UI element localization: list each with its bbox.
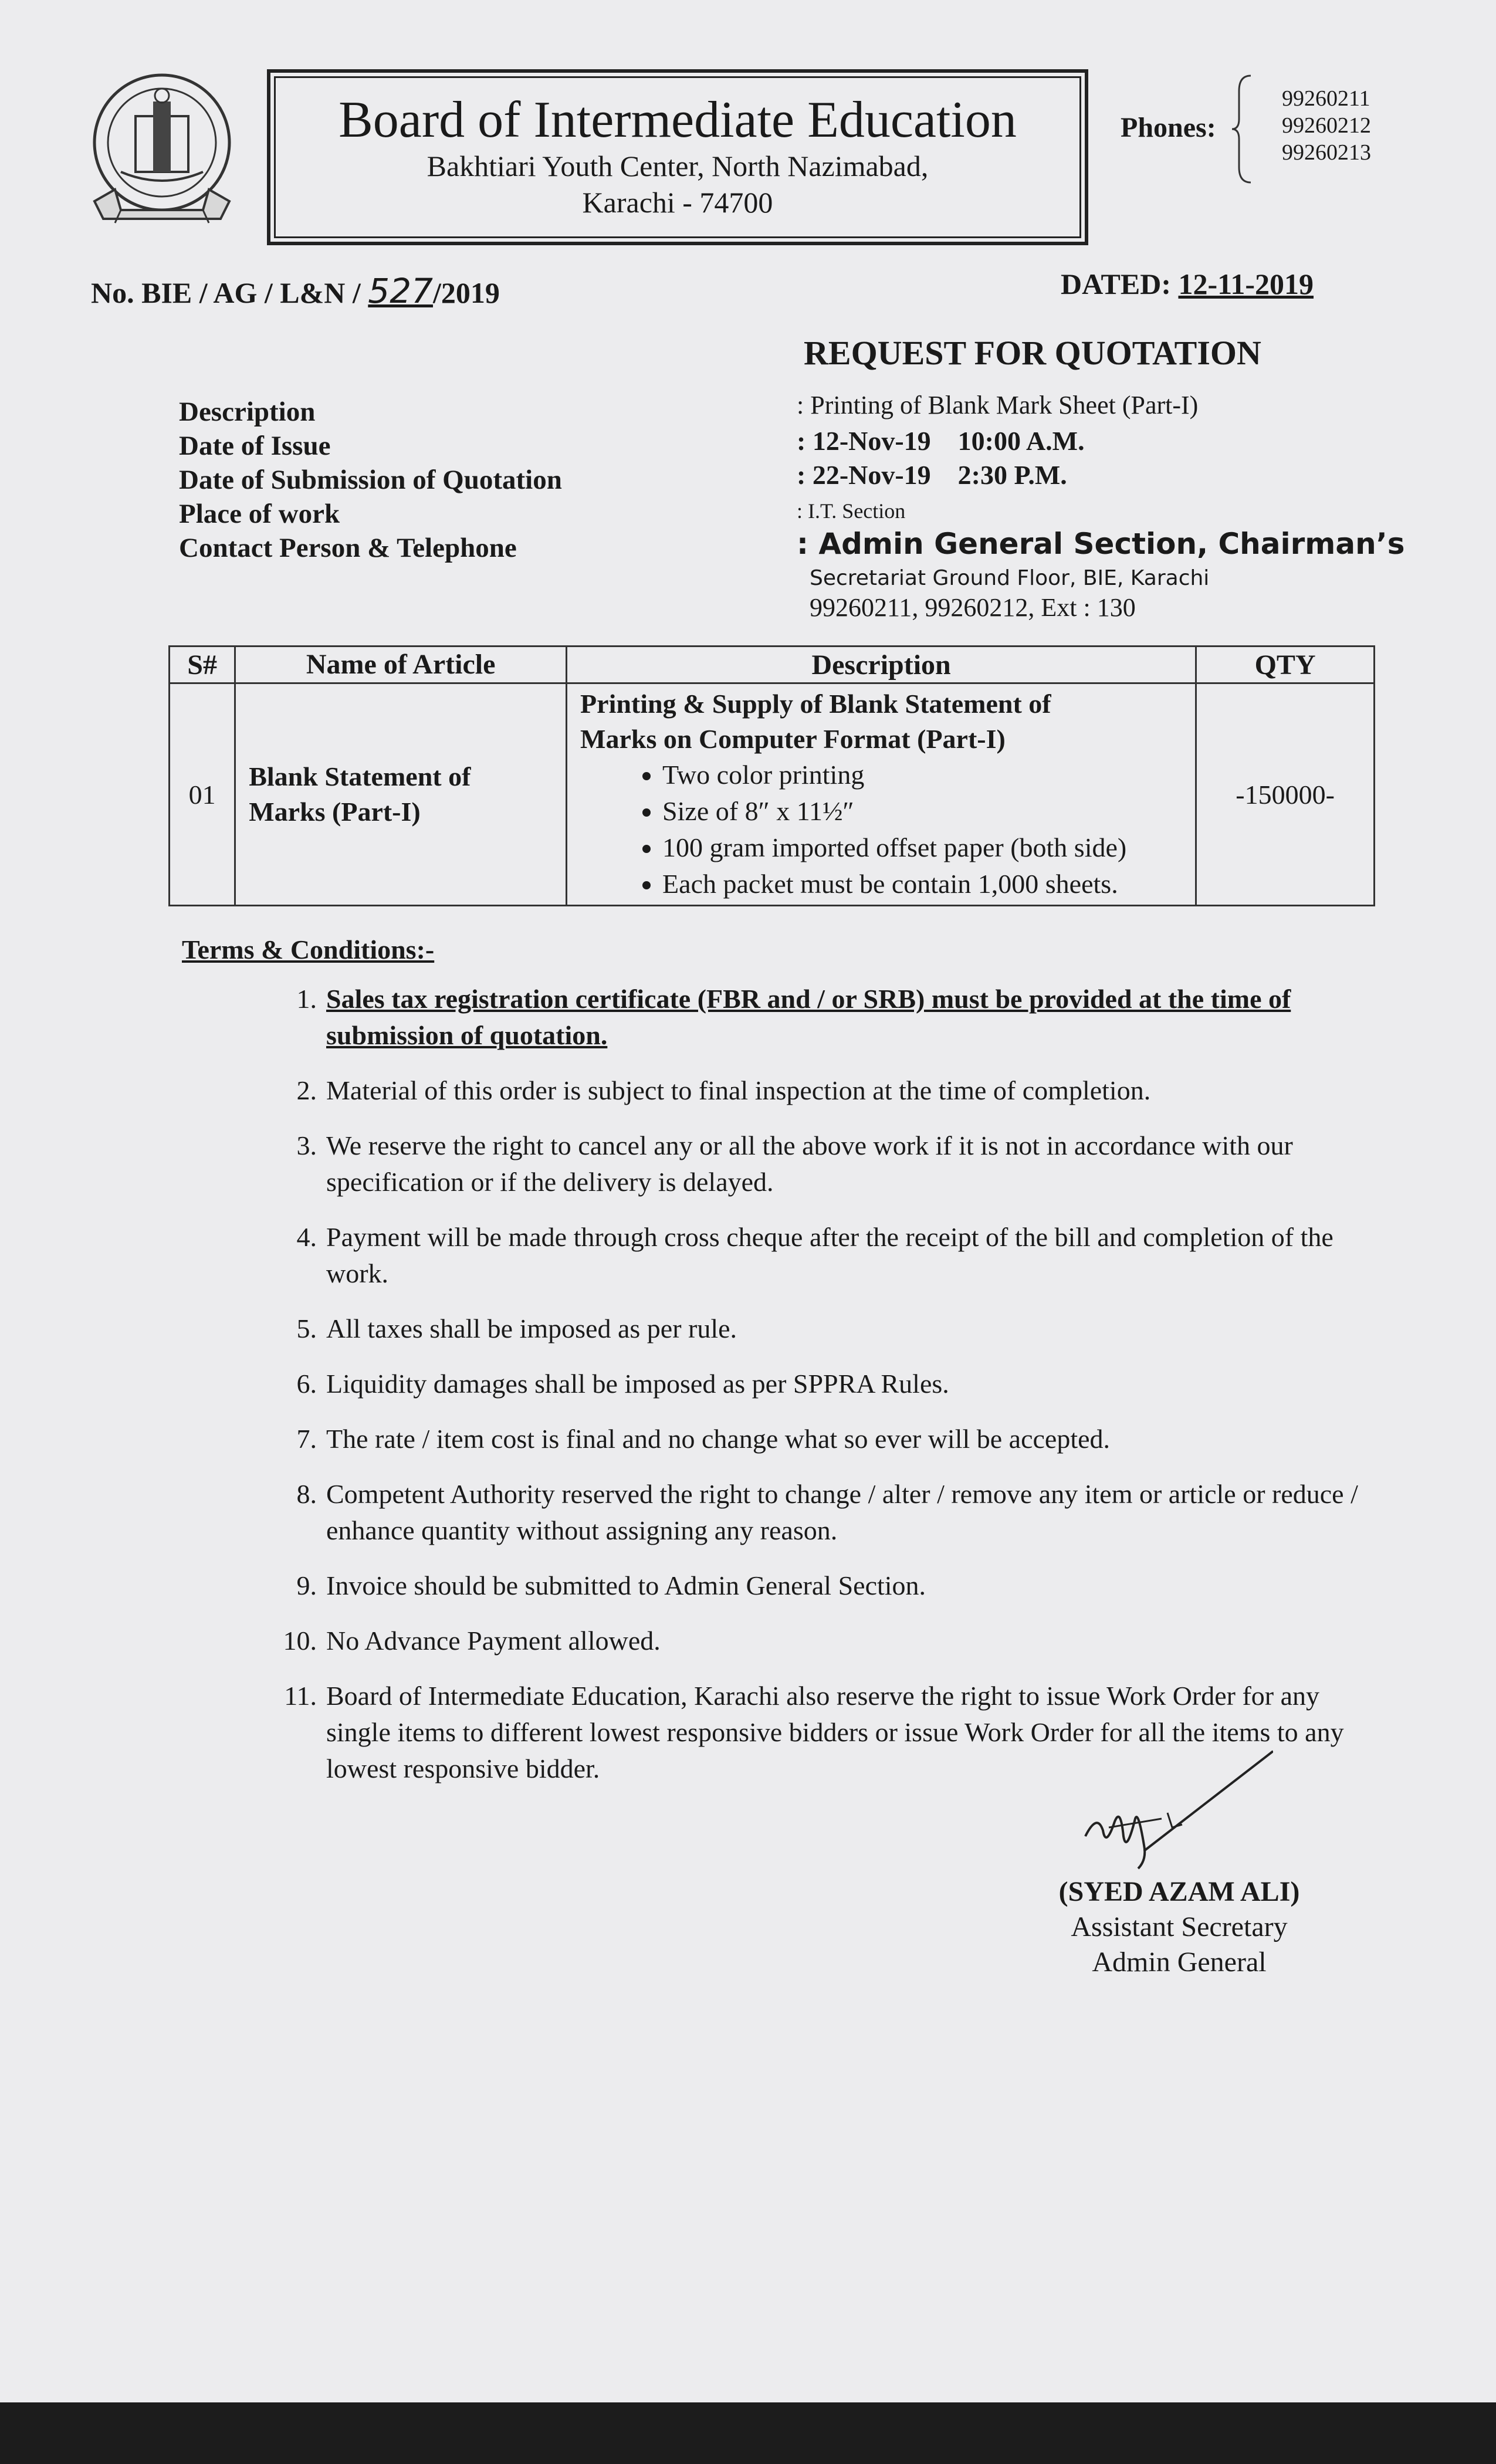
- term-item: 1. Sales tax registration certificate (FBR and / or SRB) must be provided at the time of submission of quotation.: [296, 984, 1291, 1050]
- header-name: Name of Article: [235, 647, 567, 683]
- table-header-row: [170, 647, 1375, 683]
- list-item: • Each packet must be contain 1,000 sheets.: [662, 866, 1190, 902]
- signatory-department: Admin General: [1092, 1947, 1267, 1978]
- term-item: 7. The rate / item cost is final and no change what so ever will be accepted.: [296, 1424, 1111, 1454]
- label-contact: Contact Person & Telephone: [179, 533, 517, 563]
- term-item: 8. Competent Authority reserved the right to change / alter / remove any item or article or reduce / enhance quantity without assigning any reason.: [296, 1479, 1358, 1545]
- name-line: Marks (Part-I): [249, 797, 421, 827]
- term-item: 5. All taxes shall be imposed as per rule.: [296, 1314, 737, 1343]
- term-item: 11. Board of Intermediate Education, Karachi also reserve the right to issue Work Order for any single items to different lowest responsive bidders or issue Work Order for all the items to any lowest responsive bidder.: [284, 1681, 1344, 1783]
- label-date-of-submission: Date of Submission of Quotation: [179, 465, 562, 495]
- header-description: Description: [567, 647, 1196, 683]
- terms-title: Terms & Conditions:-: [182, 935, 435, 964]
- scan-border: [0, 2402, 1496, 2464]
- value-date-of-issue: : 12-Nov-19 10:00 A.M.: [797, 426, 1085, 456]
- term-item: 10. No Advance Payment allowed.: [283, 1626, 661, 1656]
- header-qty: QTY: [1196, 647, 1375, 683]
- signatory-designation: Assistant Secretary: [1071, 1911, 1288, 1942]
- terms-list: [270, 981, 1370, 1806]
- dated: [1061, 267, 1314, 301]
- description-heading: Printing & Supply of Blank Statement of: [580, 689, 1051, 719]
- label-place-of-work: Place of work: [179, 499, 340, 529]
- handwritten-number: 527: [368, 271, 434, 311]
- table-row: [170, 683, 1375, 906]
- board-address-line1: Bakhtiari Youth Center, North Nazimabad,: [427, 149, 929, 182]
- board-address-line2: Karachi - 74700: [582, 186, 773, 219]
- value-contact-line3: 99260211, 99260212, Ext : 130: [810, 593, 1136, 622]
- value-contact: : Admin General Section, Chairman’s: [797, 527, 1405, 561]
- phone-number: 99260213: [1282, 140, 1371, 165]
- cell-name: [235, 683, 567, 906]
- dated-value: 12-11-2019: [1178, 268, 1314, 300]
- label-description: Description: [179, 397, 316, 427]
- list-item: • Two color printing: [662, 757, 1190, 793]
- header-sno: S#: [170, 647, 235, 683]
- label-date-of-issue: Date of Issue: [179, 431, 331, 461]
- phone-list: [1282, 85, 1371, 166]
- signature-block: [1038, 1874, 1320, 1980]
- cell-qty: -150000-: [1196, 683, 1375, 906]
- description-heading: Marks on Computer Format (Part-I): [580, 724, 1006, 754]
- description-bullets: [580, 757, 1190, 902]
- term-item: 4. Payment will be made through cross cheque after the receipt of the bill and completion of the work.: [296, 1222, 1333, 1288]
- signatory-name: (SYED AZAM ALI): [1058, 1876, 1300, 1907]
- rfq-title: REQUEST FOR QUOTATION: [804, 334, 1261, 372]
- letterhead-box: [267, 69, 1088, 245]
- handwritten-signature: [1079, 1748, 1273, 1877]
- reference-number: [91, 271, 500, 311]
- term-item: 2. Material of this order is subject to final inspection at the time of completion.: [296, 1075, 1151, 1105]
- phone-number: 99260212: [1282, 113, 1371, 138]
- details-labels: [179, 396, 562, 566]
- board-seal-logo: [80, 69, 244, 245]
- value-place-of-work: : I.T. Section: [797, 499, 906, 523]
- term-item: 3. We reserve the right to cancel any or all the above work if it is not in accordance with our specification or if the delivery is delayed.: [296, 1131, 1293, 1197]
- term-item: 9. Invoice should be submitted to Admin General Section.: [296, 1571, 926, 1600]
- reference-suffix: /2019: [433, 276, 500, 309]
- cell-sno: 01: [170, 683, 235, 906]
- brace-icon: [1231, 73, 1254, 185]
- name-line: Blank Statement of: [249, 761, 471, 791]
- dated-label: DATED:: [1061, 268, 1179, 300]
- phones-label: Phones:: [1121, 112, 1216, 143]
- board-name: Board of Intermediate Education: [339, 92, 1017, 149]
- value-date-of-submission: : 22-Nov-19 2:30 P.M.: [797, 460, 1067, 490]
- cell-description: [567, 683, 1196, 906]
- value-contact-line2: Secretariat Ground Floor, BIE, Karachi: [810, 566, 1210, 590]
- list-item: • 100 gram imported offset paper (both side): [662, 830, 1190, 866]
- list-item: • Size of 8″ x 11½″: [662, 793, 1190, 830]
- items-table: [168, 645, 1375, 906]
- term-item: 6. Liquidity damages shall be imposed as per SPPRA Rules.: [296, 1369, 949, 1399]
- phone-number: 99260211: [1282, 86, 1370, 111]
- reference-prefix: No. BIE / AG / L&N /: [91, 276, 368, 309]
- value-description: : Printing of Blank Mark Sheet (Part-I): [797, 391, 1199, 419]
